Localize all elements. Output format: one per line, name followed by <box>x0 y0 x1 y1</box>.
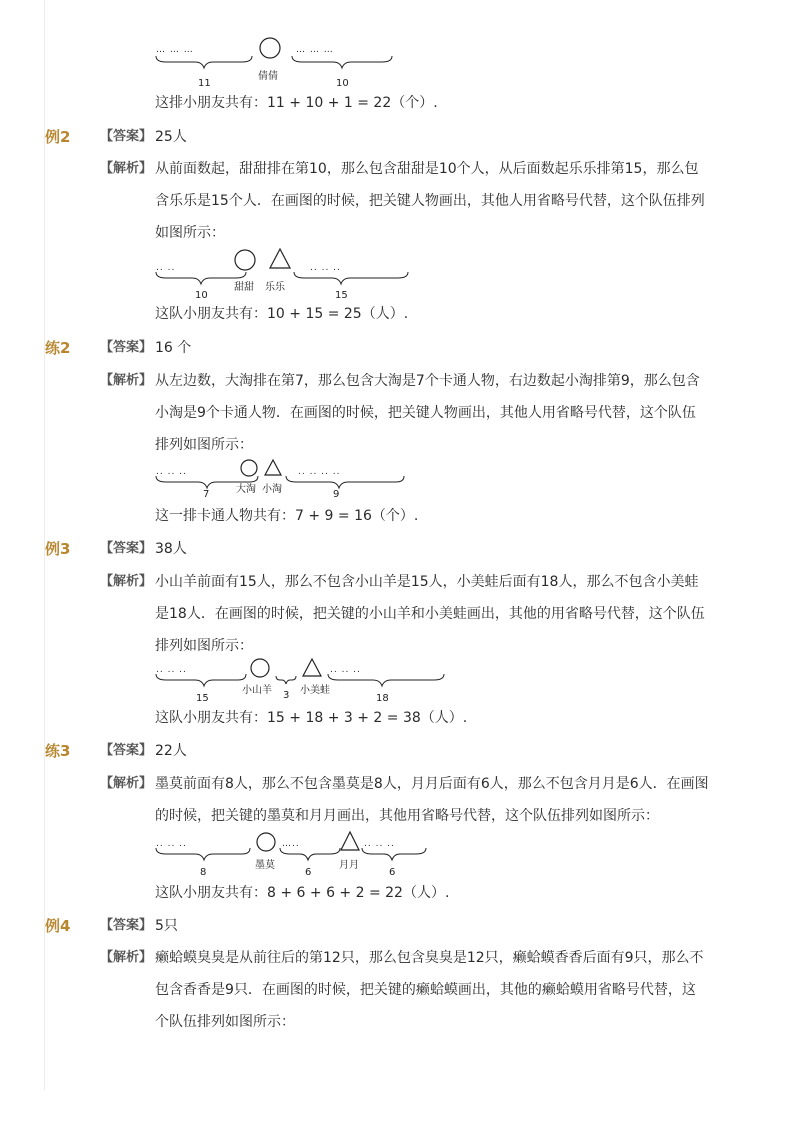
svg-text:.. .. .. ..: .. .. .. .. <box>298 467 341 477</box>
analysis-text <box>155 365 715 461</box>
svg-text:… … …: … … … <box>296 45 334 55</box>
intro-center-label: 倩倩 <box>258 71 278 82</box>
circle-person-icon <box>241 460 257 476</box>
total-line: 这一排卡通人物共有：7 + 9 = 16（个）. <box>155 508 419 524</box>
circle-person-icon <box>251 659 269 677</box>
answer-tag: 【答案】 <box>100 541 153 556</box>
person-b-label: 小美蛙 <box>300 685 330 696</box>
answer-tag: 【答案】 <box>100 918 153 933</box>
svg-text:…..: ….. <box>282 839 300 849</box>
right-count: 18 <box>376 693 389 704</box>
total-line: 这队小朋友共有：8 + 6 + 6 + 2 = 22（人）. <box>155 885 450 901</box>
analysis-line: 排列如图所示： <box>155 437 253 453</box>
intro-total: 这排小朋友共有：11 + 10 + 1 = 22（个）. <box>155 95 438 111</box>
svg-text:.. .. ..: .. .. .. <box>310 263 341 273</box>
analysis-tag: 【解析】 <box>100 950 153 965</box>
analysis-text <box>155 153 715 249</box>
analysis-text <box>155 566 715 662</box>
person-b-label: 月月 <box>339 860 359 871</box>
triangle-person-icon <box>270 249 290 268</box>
analysis-tag: 【解析】 <box>100 574 153 589</box>
practice-label: 练3 <box>45 742 71 760</box>
right-count: 15 <box>335 290 348 301</box>
person-a-label: 大淘 <box>236 484 256 495</box>
analysis-line: 墨莫前面有8人，那么不包含墨莫是8人，月月后面有6人，那么不包含月月是6人．在画图 <box>155 776 709 792</box>
middle-count: 6 <box>305 867 312 878</box>
person-a-label: 甜甜 <box>234 282 254 293</box>
circle-person-icon <box>257 833 275 851</box>
svg-text:.. .. ..: .. .. .. <box>330 665 361 675</box>
analysis-tag: 【解析】 <box>100 373 153 388</box>
answer-value: 38人 <box>155 541 187 557</box>
example-label: 例4 <box>45 917 71 935</box>
total-line: 这队小朋友共有：15 + 18 + 3 + 2 = 38（人）. <box>155 710 468 726</box>
circle-person-icon <box>260 38 280 58</box>
left-count: 8 <box>200 867 207 878</box>
circle-person-icon <box>235 250 255 270</box>
answer-value: 5只 <box>155 918 178 934</box>
analysis-line: 包含香香是9只．在画图的时候，把关键的癞蛤蟆画出，其他的癞蛤蟆用省略号代替，这 <box>155 982 696 998</box>
queue-diagram-2 <box>150 244 420 300</box>
analysis-line: 个队伍排列如图所示： <box>155 1014 295 1030</box>
svg-text:.. ..: .. .. <box>156 263 176 273</box>
svg-text:.. .. ..: .. .. .. <box>156 839 187 849</box>
right-count: 9 <box>333 489 340 500</box>
analysis-line: 小山羊前面有15人，那么不包含小山羊是15人，小美蛙后面有18人，那么不包含小美蛙 <box>155 574 699 590</box>
svg-text:.. .. ..: .. .. .. <box>156 665 187 675</box>
left-count: 10 <box>195 290 208 301</box>
answer-value: 25人 <box>155 129 187 145</box>
analysis-tag: 【解析】 <box>100 776 153 791</box>
example-label: 例3 <box>45 540 71 558</box>
analysis-text <box>155 768 715 832</box>
svg-text:.. .. ..: .. .. .. <box>364 839 395 849</box>
analysis-line: 含乐乐是15个人．在画图的时候，把关键人物画出，其他人用省略号代替，这个队伍排列 <box>155 193 705 209</box>
left-count: 15 <box>196 693 209 704</box>
total-line: 这队小朋友共有：10 + 15 = 25（人）. <box>155 306 409 322</box>
analysis-tag: 【解析】 <box>100 161 153 176</box>
analysis-line: 小淘是9个卡通人物．在画图的时候，把关键人物画出，其他人用省略号代替，这个队伍 <box>155 405 696 421</box>
practice-label: 练2 <box>45 339 71 357</box>
triangle-person-icon <box>303 659 321 676</box>
analysis-line: 的时候，把关键的墨莫和月月画出，其他用省略号代替，这个队伍排列如图所示： <box>155 808 659 824</box>
analysis-line: 如图所示： <box>155 225 225 241</box>
answer-tag: 【答案】 <box>100 743 153 758</box>
right-count: 6 <box>389 867 396 878</box>
analysis-line: 癞蛤蟆臭臭是从前往后的第12只，那么包含臭臭是12只，癞蛤蟆香香后面有9只，那么不 <box>155 950 704 966</box>
example-label: 例2 <box>45 128 71 146</box>
analysis-line: 从左边数，大淘排在第7，那么包含大淘是7个卡通人物，右边数起小淘排第9，那么包含 <box>155 373 700 389</box>
analysis-line: 是18人．在画图的时候，把关键的小山羊和小美蛙画出，其他的用省略号代替，这个队伍 <box>155 606 705 622</box>
person-b-label: 小淘 <box>262 484 282 495</box>
queue-diagram-3 <box>150 656 450 706</box>
intro-left-count: 11 <box>198 78 211 89</box>
middle-count: 3 <box>283 690 290 701</box>
triangle-person-icon <box>265 460 281 475</box>
left-count: 7 <box>203 489 210 500</box>
queue-diagram-intro <box>150 34 400 90</box>
person-b-label: 乐乐 <box>265 282 285 293</box>
person-a-label: 小山羊 <box>242 685 272 696</box>
analysis-line: 从前面数起，甜甜排在第10，那么包含甜甜是10个人，从后面数起乐乐排第15，那么包 <box>155 161 699 177</box>
triangle-person-icon <box>341 832 359 850</box>
svg-text:.. .. ..: .. .. .. <box>156 467 187 477</box>
answer-tag: 【答案】 <box>100 340 153 355</box>
intro-right-count: 10 <box>336 78 349 89</box>
answer-value: 22人 <box>155 743 187 759</box>
svg-text:… … …: … … … <box>156 45 194 55</box>
analysis-text <box>155 942 715 1038</box>
analysis-line: 排列如图所示： <box>155 638 253 654</box>
queue-diagram-practice-3 <box>150 828 440 880</box>
answer-tag: 【答案】 <box>100 129 153 144</box>
queue-diagram-practice-2 <box>150 456 420 504</box>
answer-value: 16 个 <box>155 340 192 356</box>
person-a-label: 墨莫 <box>255 860 275 871</box>
